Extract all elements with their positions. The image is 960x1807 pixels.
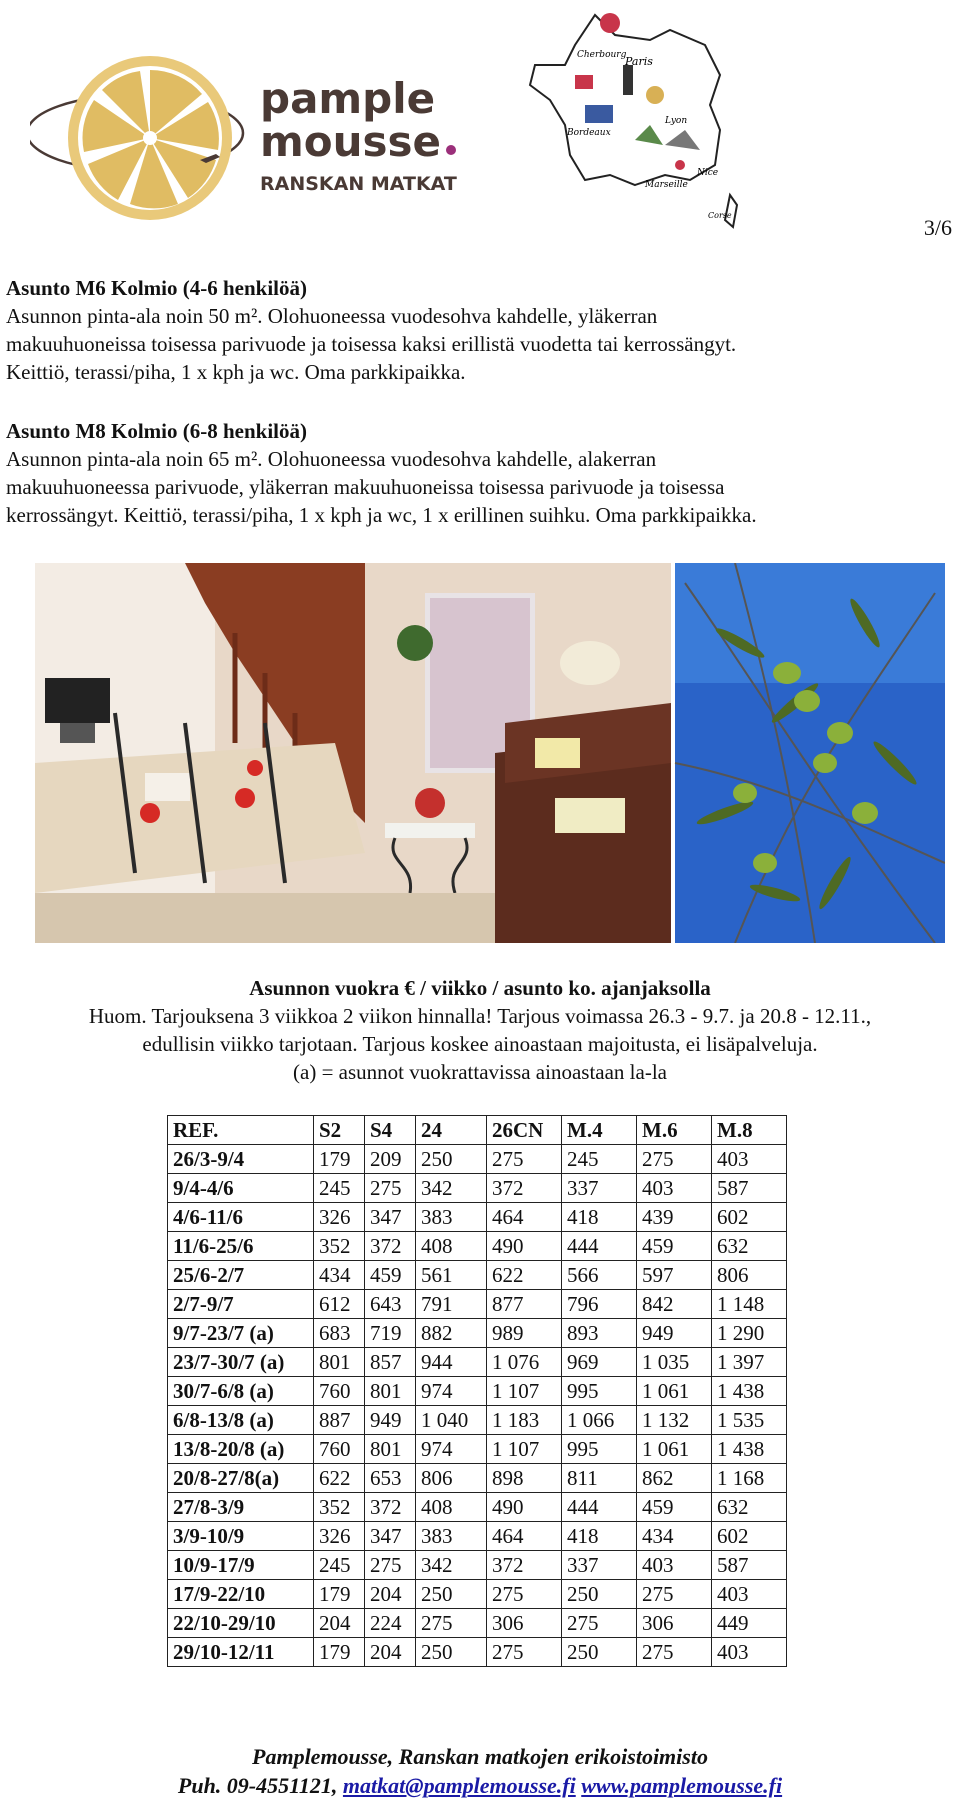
price-cell: 245 [314, 1551, 365, 1580]
price-cell: 944 [416, 1348, 487, 1377]
price-cell: 245 [314, 1174, 365, 1203]
price-cell: 418 [562, 1522, 637, 1551]
price-cell: 250 [562, 1580, 637, 1609]
period-cell: 23/7-30/7 (a) [168, 1348, 314, 1377]
price-cell: 1 035 [637, 1348, 712, 1377]
price-cell: 760 [314, 1435, 365, 1464]
price-cell: 179 [314, 1580, 365, 1609]
price-cell: 811 [562, 1464, 637, 1493]
price-cell: 459 [637, 1232, 712, 1261]
apartment-description-line: Asunnon pinta-ala noin 50 m². Olohuoneessa vuodesohva kahdelle, yläkerran [6, 304, 658, 328]
period-cell: 20/8-27/8(a) [168, 1464, 314, 1493]
price-cell: 459 [637, 1493, 712, 1522]
price-cell: 597 [637, 1261, 712, 1290]
price-cell: 250 [562, 1638, 637, 1667]
period-cell: 26/3-9/4 [168, 1145, 314, 1174]
price-cell: 1 438 [712, 1435, 787, 1464]
column-header: 26CN [487, 1116, 562, 1145]
price-cell: 791 [416, 1290, 487, 1319]
france-illustrated-map [515, 5, 755, 235]
column-header: S2 [314, 1116, 365, 1145]
price-cell: 719 [365, 1319, 416, 1348]
table-row [168, 1464, 787, 1493]
period-cell: 4/6-11/6 [168, 1203, 314, 1232]
price-cell: 1 290 [712, 1319, 787, 1348]
period-cell: 9/4-4/6 [168, 1174, 314, 1203]
price-cell: 204 [314, 1609, 365, 1638]
period-cell: 6/8-13/8 (a) [168, 1406, 314, 1435]
price-cell: 760 [314, 1377, 365, 1406]
price-cell: 342 [416, 1551, 487, 1580]
website-link[interactable]: www.pamplemousse.fi [581, 1773, 783, 1798]
price-cell: 887 [314, 1406, 365, 1435]
svg-text:Paris: Paris [625, 55, 653, 68]
price-cell: 209 [365, 1145, 416, 1174]
period-cell: 17/9-22/10 [168, 1580, 314, 1609]
page-header [0, 0, 960, 230]
price-cell: 275 [637, 1638, 712, 1667]
price-cell: 403 [712, 1580, 787, 1609]
price-cell: 490 [487, 1493, 562, 1522]
table-row [168, 1609, 787, 1638]
price-cell: 449 [712, 1609, 787, 1638]
price-cell: 347 [365, 1522, 416, 1551]
price-table [167, 1115, 787, 1667]
table-row [168, 1290, 787, 1319]
price-cell: 372 [365, 1232, 416, 1261]
price-cell: 204 [365, 1638, 416, 1667]
price-cell: 566 [562, 1261, 637, 1290]
price-cell: 403 [712, 1145, 787, 1174]
table-row [168, 1232, 787, 1261]
price-cell: 643 [365, 1290, 416, 1319]
apartment-description-line: Asunnon pinta-ala noin 65 m². Olohuoneessa vuodesohva kahdelle, alakerran [6, 447, 657, 471]
price-cell: 989 [487, 1319, 562, 1348]
svg-text:pample: pample [260, 74, 436, 123]
price-cell: 326 [314, 1522, 365, 1551]
period-cell: 11/6-25/6 [168, 1232, 314, 1261]
price-cell: 352 [314, 1493, 365, 1522]
price-cell: 683 [314, 1319, 365, 1348]
price-cell: 974 [416, 1435, 487, 1464]
price-cell: 204 [365, 1580, 416, 1609]
price-cell: 882 [416, 1319, 487, 1348]
pamplemousse-logo [30, 38, 460, 228]
price-cell: 372 [487, 1551, 562, 1580]
apartment-title: Asunto M6 Kolmio (4-6 henkilöä) [6, 276, 308, 300]
apartment-description-line: kerrossängyt. Keittiö, terassi/piha, 1 x kph ja wc, 1 x erillinen suihku. Oma parkkipaikka. [6, 503, 757, 527]
price-cell: 1 107 [487, 1377, 562, 1406]
price-cell: 602 [712, 1522, 787, 1551]
price-cell: 1 076 [487, 1348, 562, 1377]
table-row [168, 1580, 787, 1609]
table-header-row [168, 1116, 787, 1145]
price-cell: 969 [562, 1348, 637, 1377]
price-cell: 439 [637, 1203, 712, 1232]
price-cell: 464 [487, 1522, 562, 1551]
price-cell: 459 [365, 1261, 416, 1290]
apartment-description-line: makuuhuoneessa parivuode, yläkerran makuuhuoneissa toisessa parivuode ja toisessa [6, 475, 725, 499]
price-cell: 806 [416, 1464, 487, 1493]
price-cell: 490 [487, 1232, 562, 1261]
price-cell: 995 [562, 1377, 637, 1406]
price-cell: 326 [314, 1203, 365, 1232]
period-cell: 3/9-10/9 [168, 1522, 314, 1551]
price-cell: 587 [712, 1174, 787, 1203]
apartment-m6-section [6, 274, 946, 386]
price-cell: 179 [314, 1638, 365, 1667]
table-row [168, 1406, 787, 1435]
period-cell: 22/10-29/10 [168, 1609, 314, 1638]
price-cell: 857 [365, 1348, 416, 1377]
svg-text:RANSKAN MATKAT: RANSKAN MATKAT [260, 173, 457, 195]
price-cell: 418 [562, 1203, 637, 1232]
table-row [168, 1261, 787, 1290]
price-cell: 893 [562, 1319, 637, 1348]
table-row [168, 1377, 787, 1406]
price-cell: 372 [365, 1493, 416, 1522]
svg-text:mousse: mousse [260, 117, 442, 166]
svg-text:Bordeaux: Bordeaux [567, 128, 611, 138]
price-cell: 1 168 [712, 1464, 787, 1493]
apartment-description-line: Keittiö, terassi/piha, 1 x kph ja wc. Oma parkkipaikka. [6, 360, 466, 384]
period-cell: 25/6-2/7 [168, 1261, 314, 1290]
price-cell: 801 [314, 1348, 365, 1377]
price-cell: 561 [416, 1261, 487, 1290]
page-footer [0, 1742, 960, 1800]
price-cell: 587 [712, 1551, 787, 1580]
svg-text:Nice: Nice [697, 168, 719, 178]
price-cell: 403 [637, 1551, 712, 1580]
price-cell: 275 [365, 1174, 416, 1203]
price-cell: 245 [562, 1145, 637, 1174]
olive-branch-photo [675, 563, 945, 943]
table-row [168, 1638, 787, 1667]
contact-line [0, 1771, 960, 1800]
svg-text:Corse: Corse [708, 211, 732, 220]
price-cell: 434 [314, 1261, 365, 1290]
price-cell: 444 [562, 1232, 637, 1261]
price-cell: 337 [562, 1174, 637, 1203]
price-cell: 250 [416, 1145, 487, 1174]
price-cell: 622 [314, 1464, 365, 1493]
price-cell: 862 [637, 1464, 712, 1493]
company-line: Pamplemousse, Ranskan matkojen erikoistoimisto [252, 1744, 708, 1769]
price-cell: 372 [487, 1174, 562, 1203]
price-cell: 352 [314, 1232, 365, 1261]
table-row [168, 1493, 787, 1522]
price-cell: 275 [637, 1580, 712, 1609]
table-row [168, 1203, 787, 1232]
price-cell: 275 [637, 1145, 712, 1174]
price-cell: 801 [365, 1377, 416, 1406]
table-row [168, 1174, 787, 1203]
price-cell: 1 107 [487, 1435, 562, 1464]
price-cell: 1 132 [637, 1406, 712, 1435]
column-header: S4 [365, 1116, 416, 1145]
price-cell: 434 [637, 1522, 712, 1551]
price-cell: 403 [712, 1638, 787, 1667]
price-cell: 796 [562, 1290, 637, 1319]
price-cell: 974 [416, 1377, 487, 1406]
column-header: M.4 [562, 1116, 637, 1145]
price-cell: 224 [365, 1609, 416, 1638]
price-cell: 275 [487, 1145, 562, 1174]
price-cell: 275 [365, 1551, 416, 1580]
price-cell: 898 [487, 1464, 562, 1493]
table-row [168, 1348, 787, 1377]
price-cell: 801 [365, 1435, 416, 1464]
price-cell: 306 [487, 1609, 562, 1638]
period-cell: 9/7-23/7 (a) [168, 1319, 314, 1348]
price-cell: 306 [637, 1609, 712, 1638]
price-cell: 1 535 [712, 1406, 787, 1435]
price-cell: 337 [562, 1551, 637, 1580]
price-cell: 383 [416, 1203, 487, 1232]
price-cell: 622 [487, 1261, 562, 1290]
period-cell: 10/9-17/9 [168, 1551, 314, 1580]
pricing-title: Asunnon vuokra € / viikko / asunto ko. ajanjaksolla [249, 976, 711, 1000]
price-cell: 1 066 [562, 1406, 637, 1435]
price-cell: 1 148 [712, 1290, 787, 1319]
svg-text:Lyon: Lyon [665, 116, 688, 126]
price-cell: 408 [416, 1232, 487, 1261]
svg-text:Cherbourg: Cherbourg [577, 50, 627, 60]
living-room-photo [35, 563, 671, 943]
price-cell: 632 [712, 1232, 787, 1261]
table-row [168, 1551, 787, 1580]
period-cell: 27/8-3/9 [168, 1493, 314, 1522]
phone-text: Puh. 09-4551121, [177, 1773, 338, 1798]
price-cell: 1 183 [487, 1406, 562, 1435]
apartment-photos [35, 563, 945, 943]
price-cell: 347 [365, 1203, 416, 1232]
price-cell: 877 [487, 1290, 562, 1319]
column-header: M.6 [637, 1116, 712, 1145]
price-cell: 250 [416, 1638, 487, 1667]
column-header: REF. [168, 1116, 314, 1145]
price-cell: 464 [487, 1203, 562, 1232]
price-cell: 1 061 [637, 1377, 712, 1406]
page-number: 3/6 [923, 215, 952, 240]
pricing-note: (a) = asunnot vuokrattavissa ainoastaan la-la [293, 1060, 667, 1084]
price-cell: 632 [712, 1493, 787, 1522]
price-cell: 806 [712, 1261, 787, 1290]
price-cell: 995 [562, 1435, 637, 1464]
period-cell: 30/7-6/8 (a) [168, 1377, 314, 1406]
price-cell: 1 061 [637, 1435, 712, 1464]
period-cell: 2/7-9/7 [168, 1290, 314, 1319]
table-row [168, 1319, 787, 1348]
price-cell: 653 [365, 1464, 416, 1493]
price-cell: 275 [487, 1580, 562, 1609]
price-cell: 1 040 [416, 1406, 487, 1435]
price-cell: 1 397 [712, 1348, 787, 1377]
price-cell: 383 [416, 1522, 487, 1551]
price-cell: 602 [712, 1203, 787, 1232]
table-row [168, 1145, 787, 1174]
price-cell: 250 [416, 1580, 487, 1609]
apartment-m8-section [6, 417, 946, 529]
price-cell: 179 [314, 1145, 365, 1174]
price-cell: 612 [314, 1290, 365, 1319]
table-row [168, 1435, 787, 1464]
column-header: M.8 [712, 1116, 787, 1145]
apartment-title: Asunto M8 Kolmio (6-8 henkilöä) [6, 419, 308, 443]
price-cell: 403 [637, 1174, 712, 1203]
price-cell: 842 [637, 1290, 712, 1319]
price-cell: 275 [562, 1609, 637, 1638]
price-cell: 342 [416, 1174, 487, 1203]
price-cell: 275 [487, 1638, 562, 1667]
price-cell: 1 438 [712, 1377, 787, 1406]
svg-text:Marseille: Marseille [645, 180, 688, 190]
price-cell: 408 [416, 1493, 487, 1522]
email-link[interactable]: matkat@pamplemousse.fi [342, 1773, 576, 1798]
pricing-note: Huom. Tarjouksena 3 viikkoa 2 viikon hinnalla! Tarjous voimassa 26.3 - 9.7. ja 20.8 - 12.11., [88, 1004, 872, 1028]
price-cell: 275 [416, 1609, 487, 1638]
pricing-note: edullisin viikko tarjotaan. Tarjous koskee ainoastaan majoitusta, ei lisäpalveluja. [142, 1032, 818, 1056]
column-header: 24 [416, 1116, 487, 1145]
price-cell: 949 [637, 1319, 712, 1348]
period-cell: 13/8-20/8 (a) [168, 1435, 314, 1464]
price-cell: 444 [562, 1493, 637, 1522]
price-cell: 949 [365, 1406, 416, 1435]
table-row [168, 1522, 787, 1551]
period-cell: 29/10-12/11 [168, 1638, 314, 1667]
apartment-description-line: makuuhuoneissa toisessa parivuode ja toisessa kaksi erillistä vuodetta tai kerrossängyt. [6, 332, 737, 356]
